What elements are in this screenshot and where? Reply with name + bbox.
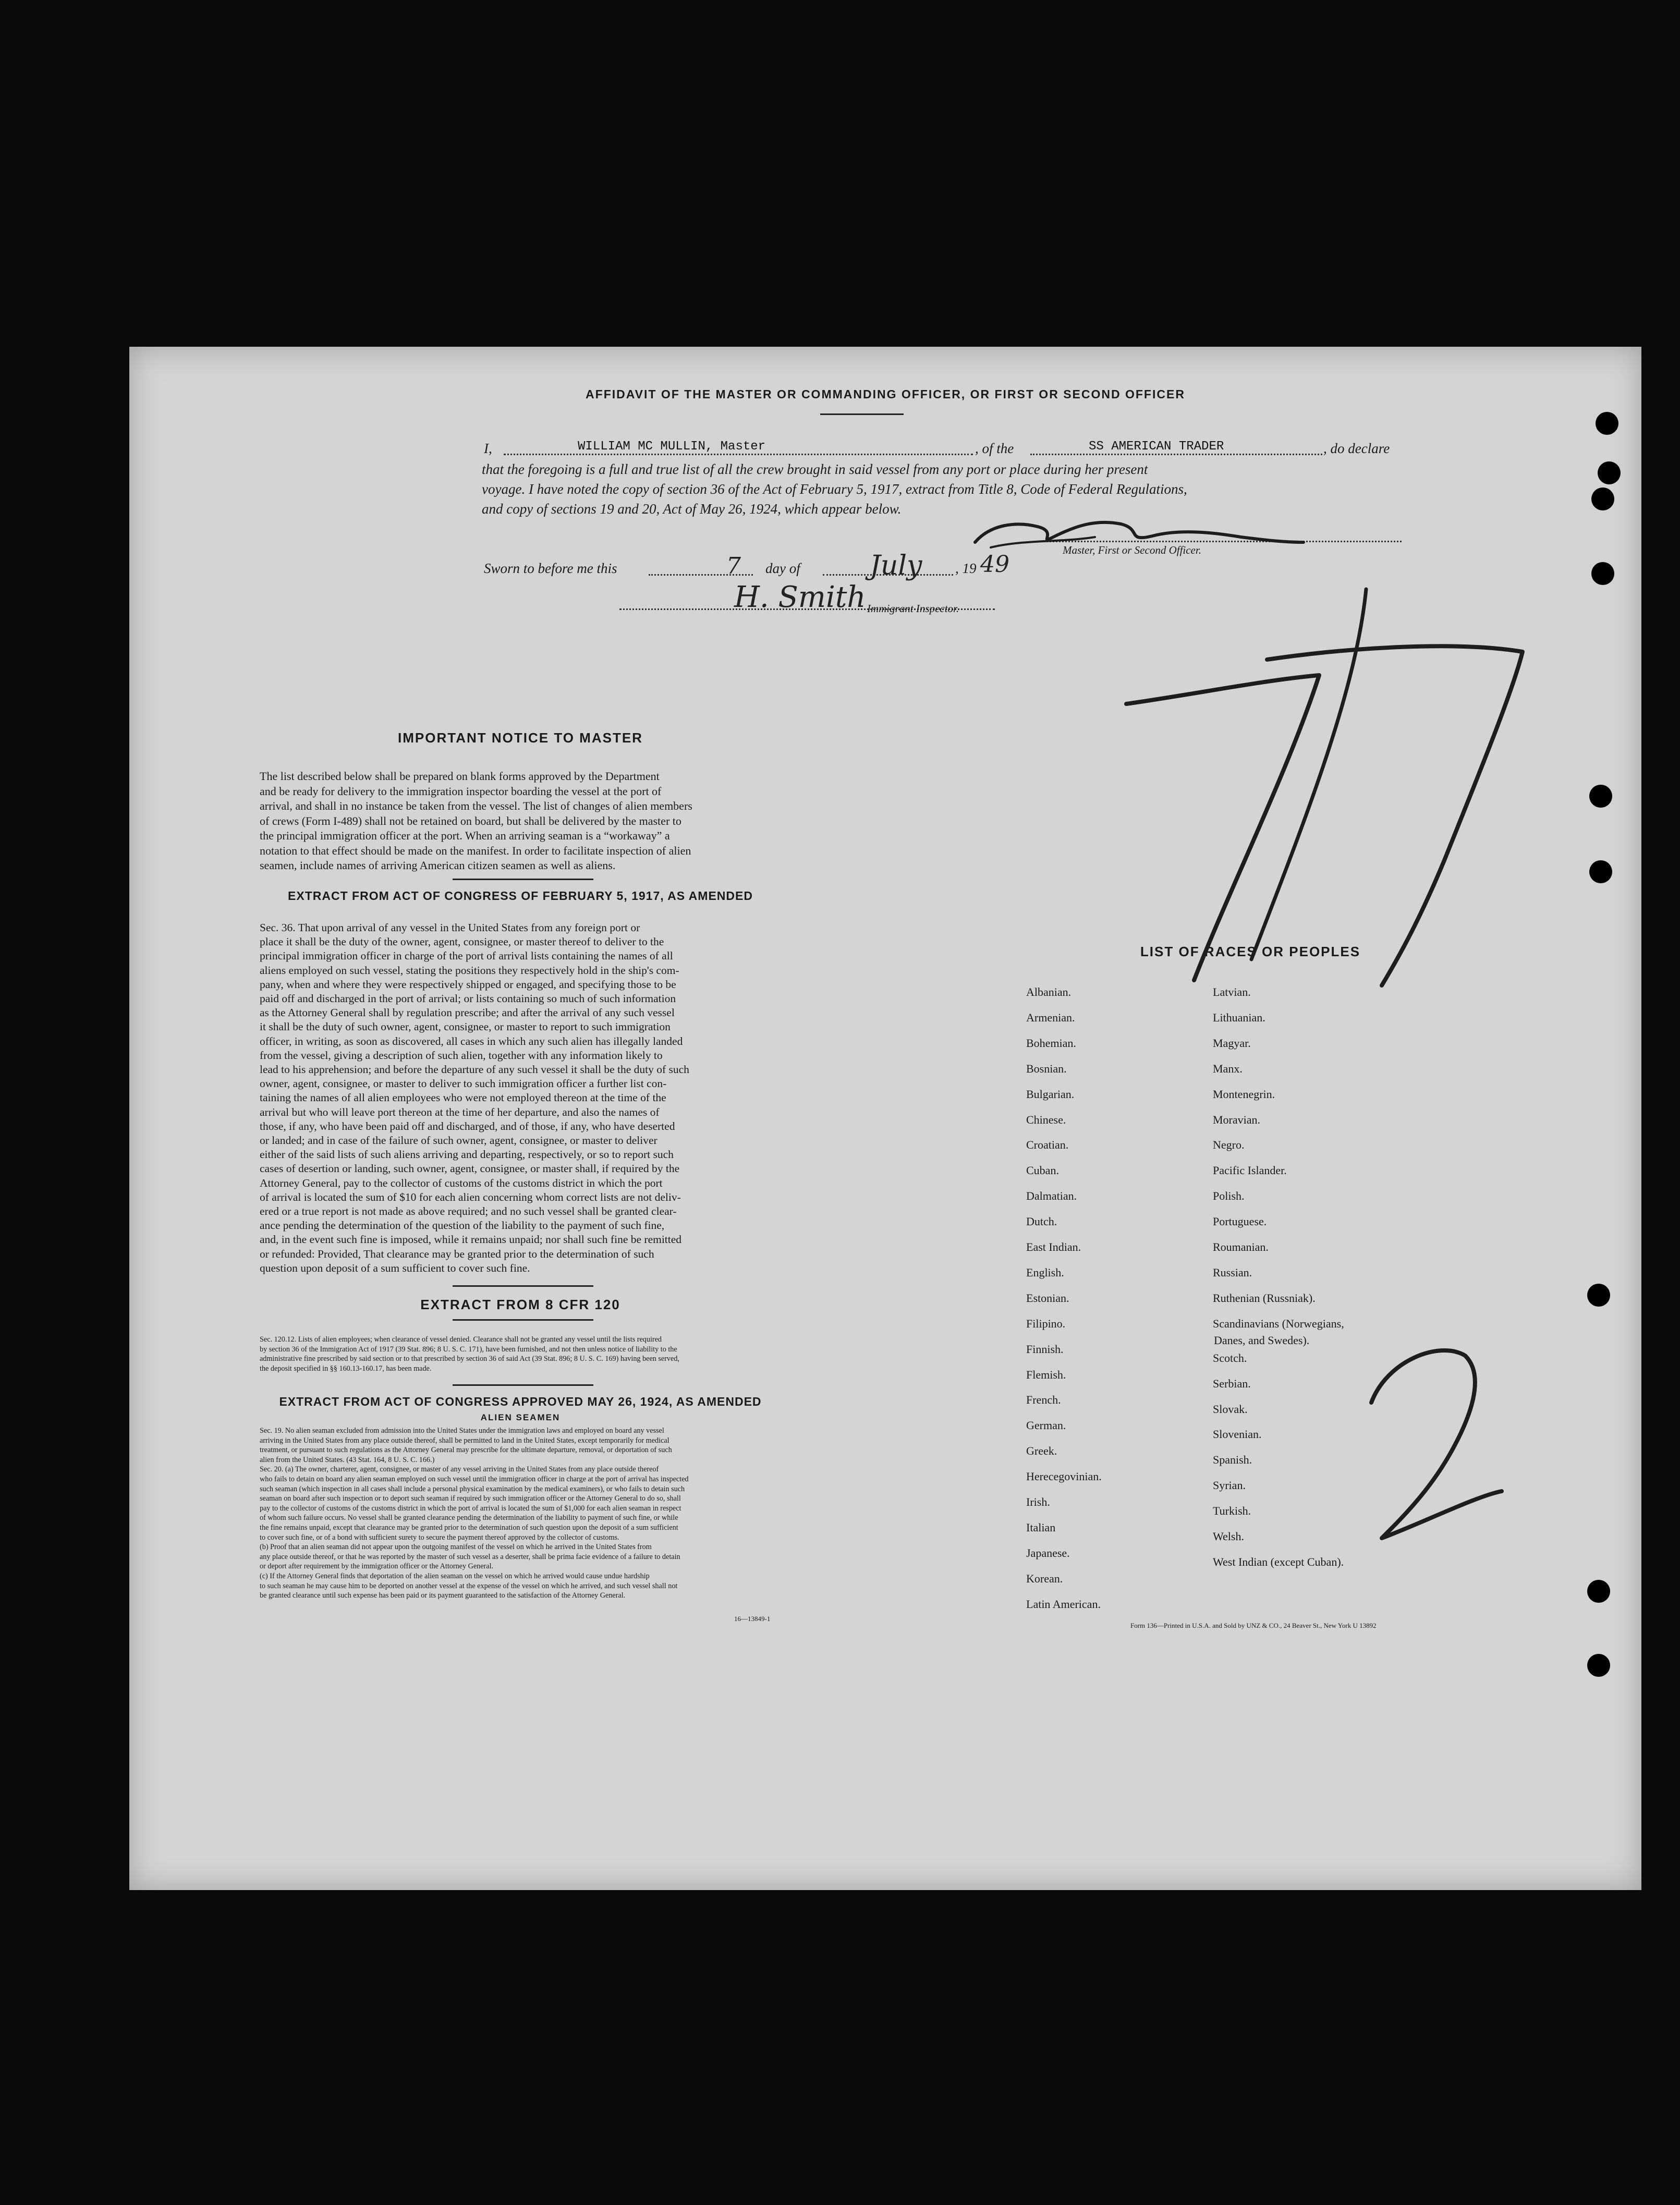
e1917-body-line: aliens employed on such vessel, stating the positions they respectively hold in the ship's com- (260, 964, 679, 977)
e1917-body-line: and, in the event such fine is imposed, while it remains unpaid; nor shall such fine be remitted (260, 1233, 682, 1246)
race-item: Armenian. (1026, 1010, 1075, 1024)
sworn-month: July (870, 550, 922, 581)
e1917-body-line: arrival but who will leave port thereon at the time of her departure, and also the names of (260, 1105, 660, 1118)
notice-body-line: and be ready for delivery to the immigration inspector boarding the vessel at the port of (260, 784, 662, 798)
e1917-body-line: of arrival is located the sum of $10 for each alien concerning whom correct lists are not deliv- (260, 1190, 681, 1203)
race-item: Scandinavians (Norwegians, (1213, 1317, 1344, 1330)
notice-body-line: The list described below shall be prepared on blank forms approved by the Department (260, 770, 660, 783)
affidavit-title: AFFIDAVIT OF THE MASTER OR COMMANDING OFFICER, OR FIRST OR SECOND OFFICER (586, 387, 1185, 401)
e1917-body-line: pany, when and where they were respectively shipped or engaged, and specifying those to be (260, 978, 676, 991)
e1924-body-line: alien from the United States. (43 Stat. 164, 8 U. S. C. 166.) (260, 1455, 435, 1464)
extract-1924-subtitle: ALIEN SEAMEN (480, 1412, 561, 1422)
notice-body-line: notation to that effect should be made on the manifest. In order to facilitate inspection of alien (260, 844, 691, 857)
e1924-body-line: of whom such failure occurs. No vessel shall be granted clearance pending the determination of the liability to payment of such fine, or while (260, 1514, 678, 1522)
race-item: Bulgarian. (1026, 1087, 1075, 1101)
race-item: Bosnian. (1026, 1062, 1067, 1075)
sworn-year: 49 (980, 551, 1009, 578)
race-item: Lithuanian. (1213, 1010, 1265, 1024)
e1917-body-line: cases of desertion or landing, such owner, agent, consignee, or master shall, if required by the (260, 1162, 680, 1175)
e1924-body-line: to cover such fine, or of a bond with sufficient surety to secure the payment thereof approved by the collector of customs. (260, 1533, 619, 1542)
race-item: Roumanian. (1213, 1240, 1269, 1253)
punch-hole (1596, 412, 1618, 435)
e1924-body-line: Sec. 20. (a) The owner, charterer, agent, consignee, or master of any vessel arriving in the United States from any place outside thereof (260, 1465, 659, 1474)
cfr-body-line: the deposit specified in §§ 160.13-160.17, has been made. (260, 1364, 432, 1373)
punch-hole (1591, 562, 1614, 585)
e1917-body-line: taining the names of all alien employees who were not employed thereon at the time of the (260, 1091, 666, 1104)
e1924-body-line: such seaman (which inspection in all cases shall include a personal physical examination by the medical examiners), or who fails to detain such (260, 1484, 685, 1493)
day-of-label: day of (765, 561, 800, 576)
cfr-body-line: administrative fine prescribed by said section or to that prescribed by section 36 of said Act (39 Stat. 896; 8 U. S. C. 169) having been served, (260, 1355, 679, 1363)
race-item: East Indian. (1026, 1240, 1081, 1253)
race-item: Estonian. (1026, 1291, 1069, 1305)
e1924-body-line: who fails to detain on board any alien seaman employed on such vessel until the immigration officer in charge at the port of arrival has inspected (260, 1475, 689, 1483)
e1924-body-line: (c) If the Attorney General finds that deportation of the alien seaman on the vessel on which he arrived would cause undue hardship (260, 1572, 650, 1580)
race-item: Irish. (1026, 1495, 1050, 1508)
master-signature (975, 522, 1304, 542)
e1917-body-line: it shall be the duty of such owner, agent, consignee, or master to report to such immigration (260, 1020, 671, 1033)
race-item: Albanian. (1026, 985, 1072, 998)
race-item: Italian (1026, 1520, 1056, 1534)
e1917-body-line: either of the said lists of such aliens arriving and departing, respectively, or so to report such (260, 1148, 674, 1161)
of-the-label: , of the (975, 441, 1014, 456)
punch-hole (1598, 461, 1621, 484)
cfr-body-line: Sec. 120.12. Lists of alien employees; when clearance of vessel denied. Clearance shall not be granted any vessel until the lists required (260, 1335, 662, 1344)
do-declare-label: , do declare (1323, 441, 1390, 456)
notice-body-line: of crews (Form I-489) shall not be retained on board, but shall be delivered by the master to (260, 814, 681, 827)
e1917-body-line: place it shall be the duty of the owner, agent, consignee, or master thereof to deliver to the (260, 935, 664, 948)
race-item: Welsh. (1213, 1530, 1244, 1543)
form-number: 16—13849-1 (734, 1615, 771, 1623)
race-item: Ruthenian (Russniak). (1213, 1291, 1316, 1305)
e1917-body-line: or refunded: Provided, That clearance may be granted prior to the determination of such (260, 1247, 654, 1260)
e1924-body-line: Sec. 19. No alien seaman excluded from admission into the United States under the immigration laws and employed on board any vessel (260, 1427, 664, 1435)
race-item: German. (1026, 1419, 1066, 1432)
year-prefix: , 19 (955, 561, 977, 576)
e1924-body-line: or deport after requirement by the immigration officer or the Attorney General. (260, 1562, 494, 1571)
cfr-body-line: by section 36 of the Immigration Act of 1917 (39 Stat. 896; 8 U. S. C. 171), have been furnished, and not then unless notice of liability to the (260, 1345, 677, 1354)
punch-hole (1591, 488, 1614, 510)
e1917-body-line: Sec. 36. That upon arrival of any vessel in the United States from any foreign port or (260, 921, 640, 934)
race-item: Portuguese. (1213, 1215, 1267, 1228)
declaration-i: I, (484, 441, 492, 456)
race-item: Negro. (1213, 1138, 1245, 1152)
race-item: Scotch. (1213, 1351, 1247, 1365)
extract-1924-title: EXTRACT FROM ACT OF CONGRESS APPROVED MAY 26, 1924, AS AMENDED (279, 1395, 762, 1408)
race-item: Dutch. (1026, 1215, 1057, 1228)
e1917-body-line: owner, agent, consignee, or master to deliver to such immigration officer a further list con- (260, 1077, 667, 1090)
e1924-body-line: the fine remains unpaid, except that clearance may be granted prior to the determination of such question upon the deposit of a sum sufficient (260, 1524, 678, 1532)
e1924-body-line: to such seaman he may cause him to be deported on another vessel at the expense of the vessel on which he arrived, and such vessel shall not (260, 1581, 678, 1590)
race-item: Japanese. (1026, 1546, 1070, 1560)
extract-1917-title: EXTRACT FROM ACT OF CONGRESS OF FEBRUARY 5, 1917, AS AMENDED (288, 889, 753, 903)
race-item: Moravian. (1213, 1113, 1261, 1126)
e1917-body-line: principal immigration officer in charge of the port of arrival lists containing the names of all (260, 949, 673, 963)
race-item: Turkish. (1213, 1504, 1251, 1518)
inspector-signature: H. Smith (734, 580, 866, 614)
race-item: Slovak. (1213, 1402, 1248, 1416)
race-item: Latvian. (1213, 985, 1251, 998)
extract-cfr-title: EXTRACT FROM 8 CFR 120 (420, 1297, 620, 1312)
e1924-body-line: (b) Proof that an alien seaman did not appear upon the outgoing manifest of the vessel on which he arrived in the United States from (260, 1543, 652, 1552)
declaration-line-2: that the foregoing is a full and true list of all the crew brought in said vessel from any port or place during her present (482, 461, 1148, 477)
e1917-body-line: Attorney General, pay to the collector of customs of the customs district in which the port (260, 1176, 663, 1189)
e1917-body-line: lead to his apprehension; and before the departure of any such vessel it shall be the duty of such (260, 1063, 689, 1076)
page-number-77 (1126, 675, 1319, 980)
punch-hole (1589, 785, 1612, 808)
race-item: West Indian (except Cuban). (1213, 1555, 1344, 1568)
race-item: Flemish. (1026, 1368, 1066, 1381)
e1917-body-line: from the vessel, giving a description of such alien, together with any information likely to (260, 1049, 663, 1062)
race-item: Filipino. (1026, 1317, 1066, 1330)
e1917-body-line: as the Attorney General shall by regulation prescribe; and after the arrival of any such vessel (260, 1006, 675, 1019)
race-item: Chinese. (1026, 1113, 1066, 1126)
race-item: Polish. (1213, 1189, 1245, 1203)
race-item: Montenegrin. (1213, 1087, 1275, 1101)
inspector-caption: Immigrant Inspector. (867, 602, 959, 615)
e1924-body-line: seaman on board after such inspection or to deport such seaman if required by such immigration officer or the Attorney General to do so, shall (260, 1494, 681, 1503)
e1917-body-line: ance pending the determination of the question of the liability to the payment of such fine, (260, 1219, 665, 1232)
race-item: Syrian. (1213, 1479, 1246, 1492)
races-title: LIST OF RACES OR PEOPLES (1140, 944, 1361, 959)
e1917-body-line: paid off and discharged in the port of arrival; or lists containing so much of such information (260, 992, 676, 1005)
e1924-body-line: treatment, or pursuant to such regulations as the Attorney General may prescribe for the ultimate departure, removal, or deportation of such (260, 1446, 672, 1455)
notice-body-line: arrival, and shall in no instance be taken from the vessel. The list of changes of alien members (260, 799, 692, 812)
printer-imprint: Form 136—Printed in U.S.A. and Sold by UNZ & CO., 24 Beaver St., New York U 13892 (1130, 1622, 1377, 1629)
race-item: Herecegovinian. (1026, 1470, 1102, 1483)
race-item: Pacific Islander. (1213, 1164, 1287, 1177)
e1924-body-line: pay to the collector of customs of the customs district in which the port of arrival is located the sum of $1,000 for each alien seaman in respect (260, 1504, 681, 1513)
punch-hole (1589, 860, 1612, 883)
race-item: Bohemian. (1026, 1036, 1076, 1050)
vessel-name: SS AMERICAN TRADER (1089, 440, 1224, 454)
sworn-label: Sworn to before me this (484, 561, 617, 576)
e1917-body-line: officer, in writing, as soon as discovered, all cases in which any such alien has illegally landed (260, 1034, 683, 1047)
race-item: Korean. (1026, 1571, 1063, 1585)
e1917-body-line: question upon deposit of a sum sufficient to cover such fine. (260, 1261, 530, 1274)
handwritten-2 (1371, 1350, 1502, 1538)
master-caption: Master, First or Second Officer. (1063, 544, 1201, 556)
e1924-body-line: arriving in the United States from any place outside thereof, shall be permitted to land in the United States, except temporarily for medical (260, 1436, 669, 1445)
race-item: French. (1026, 1393, 1061, 1407)
master-name: WILLIAM MC MULLIN, Master (578, 440, 766, 454)
punch-hole (1587, 1580, 1610, 1603)
e1917-body-line: ered or a true report is not made as above required; and no such vessel shall be granted clear- (260, 1205, 677, 1217)
e1917-body-line: those, if any, who have been paid off and discharged, and of those, if any, who have deserted (260, 1119, 675, 1132)
race-item: Dalmatian. (1026, 1189, 1077, 1203)
race-item: Russian. (1213, 1265, 1252, 1279)
sworn-day: 7 (726, 553, 741, 579)
race-item: Spanish. (1213, 1453, 1252, 1467)
race-item: Greek. (1026, 1444, 1057, 1458)
declaration-line-4: and copy of sections 19 and 20, Act of May 26, 1924, which appear below. (482, 501, 902, 517)
punch-hole (1587, 1284, 1610, 1307)
notice-body-line: the principal immigration officer at the port. When an arriving seaman is a “workaway” a (260, 829, 670, 842)
race-item: Croatian. (1026, 1138, 1069, 1152)
e1924-body-line: be granted clearance until such expense has been paid or its payment guaranteed to the satisfaction of the Attorney General. (260, 1591, 626, 1600)
e1924-body-line: any place outside thereof, or that he was reported by the master of such vessel as a deserter, shall be prima facie evidence of a failure to detain (260, 1552, 680, 1561)
declaration-line-3: voyage. I have noted the copy of section 36 of the Act of February 5, 1917, extract from Title 8, Code of Federal Regulations, (482, 481, 1187, 497)
race-item: Cuban. (1026, 1164, 1059, 1177)
notice-title: IMPORTANT NOTICE TO MASTER (398, 730, 643, 746)
race-item: Manx. (1213, 1062, 1243, 1075)
race-item: English. (1026, 1265, 1064, 1279)
punch-hole (1587, 1654, 1610, 1677)
race-scandinavian-continued: Danes, and Swedes). (1214, 1334, 1310, 1347)
race-item: Finnish. (1026, 1342, 1064, 1356)
race-item: Serbian. (1213, 1376, 1251, 1390)
e1917-body-line: or landed; and in case of the failure of such owner, agent, consignee, or master to deliver (260, 1134, 658, 1147)
race-item: Magyar. (1213, 1036, 1251, 1050)
race-item: Latin American. (1026, 1597, 1101, 1611)
notice-body-line: seamen, include names of arriving American citizen seamen as well as aliens. (260, 859, 616, 872)
race-item: Slovenian. (1213, 1428, 1262, 1441)
